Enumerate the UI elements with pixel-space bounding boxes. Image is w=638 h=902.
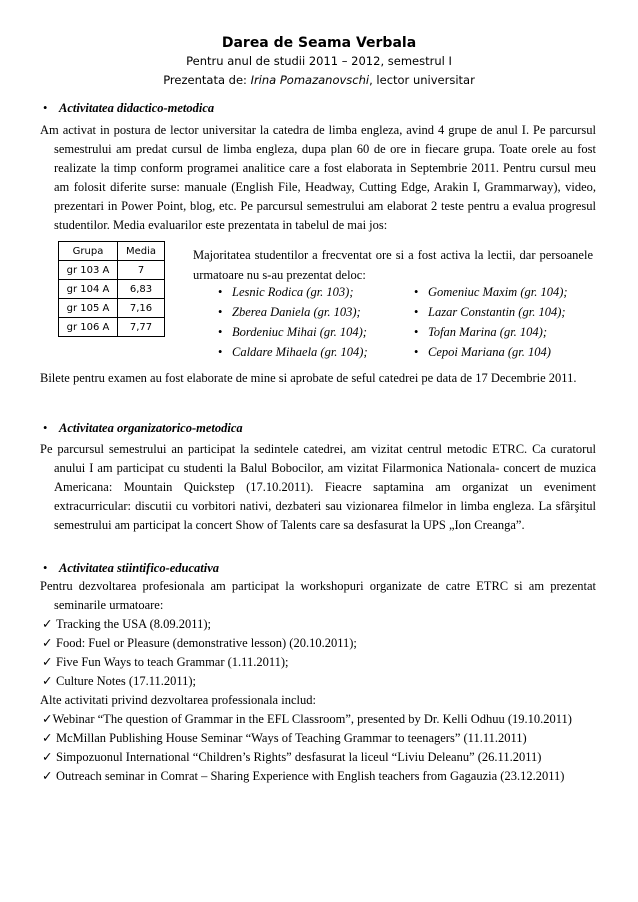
table-cell: gr 105 A — [59, 299, 118, 318]
bullet-icon: • — [218, 325, 223, 339]
absent-column-right — [414, 282, 614, 362]
checkmark-icon: ✓ — [42, 674, 53, 688]
checkmark-icon: ✓ — [42, 712, 53, 726]
list-item: • Lazar Constantin (gr. 104); — [414, 302, 614, 322]
bullet-icon: • — [414, 325, 419, 339]
section-heading-didactic: • Activitatea didactico-metodica — [40, 100, 214, 116]
document-subtitle: Pentru anul de studii 2011 – 2012, semestrul I — [186, 54, 452, 68]
absent-column-left — [218, 282, 418, 362]
list-item: ✓ Food: Fuel or Pleasure (demonstrative lesson) (20.10.2011); — [40, 634, 596, 653]
table-row — [59, 299, 165, 318]
table-header-row — [59, 242, 165, 261]
exam-paragraph: Bilete pentru examen au fost elaborate de mine si aprobate de seful catedrei pe data de 17 Decembrie 2011. — [40, 371, 577, 385]
bullet-icon: • — [414, 345, 419, 359]
scientific-intro: Pentru dezvoltarea profesionala am participat la workshopuri organizate de catre ETRC si am prezentat seminarile urmatoare: — [40, 579, 596, 612]
list-item: ✓ Tracking the USA (8.09.2011); — [40, 615, 596, 634]
section-heading-scientific: • Activitatea stiintifico-educativa — [40, 560, 219, 576]
checkmark-icon: ✓ — [42, 769, 53, 783]
grades-table — [58, 241, 165, 337]
list-item: • Zberea Daniela (gr. 103); — [218, 302, 418, 322]
list-item: ✓Webinar “The question of Grammar in the EFL Classroom”, presented by Dr. Kelli Odhuu (19.10.2011) — [42, 712, 572, 726]
list-item: ✓ Outreach seminar in Comrat – Sharing Experience with English teachers from Gagauzia (23.12.2011) — [40, 767, 596, 786]
table-row — [59, 261, 165, 280]
bullet-icon: • — [43, 421, 48, 435]
organizational-paragraph-block — [40, 440, 596, 535]
presenter-suffix: , lector universitar — [369, 73, 475, 87]
checkmark-icon: ✓ — [42, 750, 53, 764]
section-heading-organizational: • Activitatea organizatorico-metodica — [40, 420, 243, 436]
bullet-icon: • — [218, 285, 223, 299]
table-cell: 7,16 — [118, 299, 165, 318]
checkmark-icon: ✓ — [42, 617, 53, 631]
checkmark-icon: ✓ — [42, 655, 53, 669]
list-item: • Caldare Mihaela (gr. 104); — [218, 342, 418, 362]
table-row — [59, 318, 165, 337]
bullet-icon: • — [43, 101, 48, 115]
bullet-icon: • — [43, 561, 48, 575]
table-cell: 6,83 — [118, 280, 165, 299]
bullet-icon: • — [414, 285, 419, 299]
list-item: • Bordeniuc Mihai (gr. 104); — [218, 322, 418, 342]
bullet-icon: • — [218, 305, 223, 319]
document-header — [0, 34, 638, 90]
list-item: • Lesnic Rodica (gr. 103); — [218, 282, 418, 302]
table-cell: gr 106 A — [59, 318, 118, 337]
organizational-paragraph: Pe parcursul semestrului an participat la sedintele catedrei, am vizitat centrul metodic ETRC. Ca curatorul anului I am participat cu studenti la Balul Bobocilor, am vizitat Filarmonica Nationala- concert de muzica Americana: Mountain Quickstep (17.10.2011). Fieacre saptamina am organizat un eveniment extracurricular: discutii cu vorbitori nativi, dezbateri sau vizionarea filmelor in limba engleza. La sfârşitul semestrului am participat la concert Show of Talents care sa desfasurat la UPS „Ion Creanga”. — [40, 442, 596, 532]
list-item: • Tofan Marina (gr. 104); — [414, 322, 614, 342]
didactic-paragraph: Am activat in postura de lector universitar la catedra de limba engleza, avind 4 grupe de anul I. Pe parcursul semestrului am predat cursul de limba engleza, dupa plan 60 de ore in fiecare grupa. Toate orele au fost realizate la timp conform programei analitice care a fost elaborata in Septembrie 2011. Pentru cursul meu am folosit diferite surse: manuale (English File, Headway, Cutting Edge, Arakin I, Grammarway), video, prezentari in Power Point, blog, etc. Pe parcursul semestrului am elaborat 2 teste pentru a evalua progresul studentilor. Media evaluarilor este prezentata in tabelul de mai jos: — [40, 123, 596, 232]
list-item: ✓ Culture Notes (17.11.2011); — [40, 672, 596, 691]
absence-paragraph: Majoritatea studentilor a frecventat ore si a fost activa la lectii, dar persoanele urmatoare nu s-au prezentat deloc: — [193, 248, 593, 282]
checkmark-icon: ✓ — [42, 636, 53, 650]
list-item: ✓ Five Fun Ways to teach Grammar (1.11.2011); — [40, 653, 596, 672]
exam-paragraph-block — [40, 369, 596, 388]
list-item: ✓ Simpozuonul International “Children’s Rights” desfasurat la liceul “Liviu Deleanu” (26.11.2011) — [40, 748, 596, 767]
list-item: • Cepoi Mariana (gr. 104) — [414, 342, 614, 362]
bullet-icon: • — [414, 305, 419, 319]
other-activities-intro: Alte activitati privind dezvoltarea professionala includ: — [40, 693, 316, 707]
table-header-cell: Media — [118, 242, 165, 261]
document-title: Darea de Seama Verbala — [221, 35, 417, 51]
table-cell: 7 — [118, 261, 165, 280]
table-header-cell: Grupa — [59, 242, 118, 261]
presenter-line — [0, 71, 638, 90]
table-cell: gr 103 A — [59, 261, 118, 280]
presenter-name: Irina Pomazanovschi — [250, 73, 370, 87]
scientific-block — [40, 577, 596, 786]
list-item: • Gomeniuc Maxim (gr. 104); — [414, 282, 614, 302]
table-cell: 7,77 — [118, 318, 165, 337]
presenter-prefix: Prezentata de: — [163, 73, 251, 87]
didactic-paragraph-block — [40, 121, 596, 235]
bullet-icon: • — [218, 345, 223, 359]
table-row — [59, 280, 165, 299]
checkmark-icon: ✓ — [42, 731, 53, 745]
list-item: ✓ McMillan Publishing House Seminar “Ways of Teaching Grammar to teenagers” (11.11.2011) — [40, 729, 596, 748]
table-cell: gr 104 A — [59, 280, 118, 299]
